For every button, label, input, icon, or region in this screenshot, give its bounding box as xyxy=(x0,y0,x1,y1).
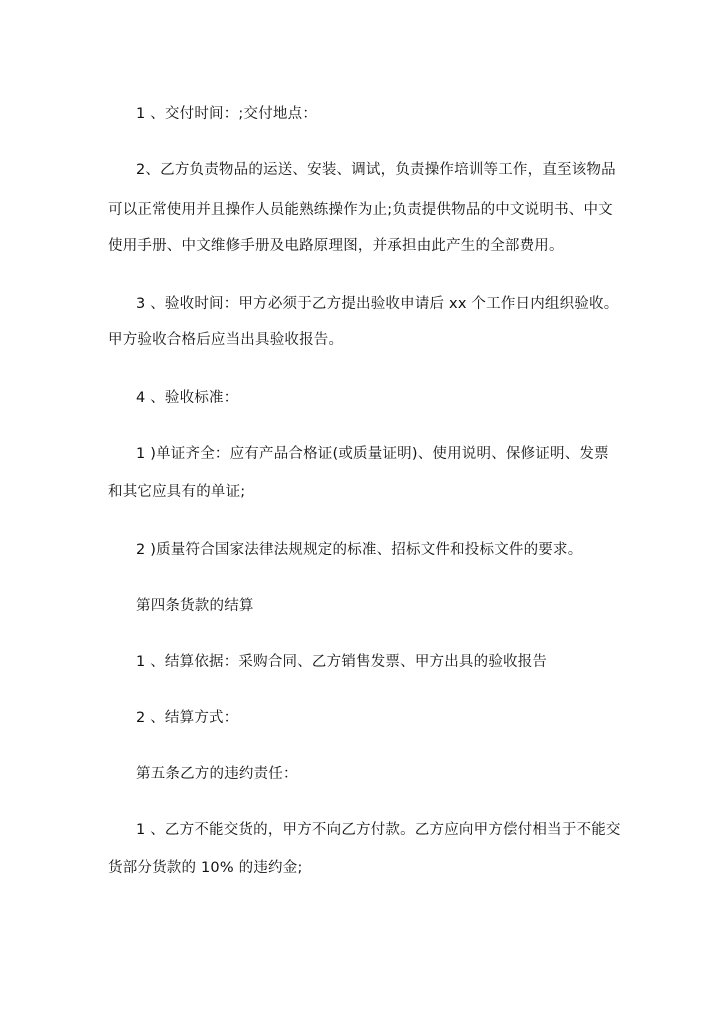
quality-requirement: 2 )质量符合国家法律法规规定的标准、招标文件和投标文件的要求。 xyxy=(136,542,583,558)
article-4-heading: 第四条货款的结算 xyxy=(136,598,254,614)
article-5-heading: 第五条乙方的违约责任： xyxy=(136,766,298,782)
acceptance-time-line-2: 甲方验收合格后应当出具验收报告。 xyxy=(108,332,344,348)
breach-clause-line-2: 货部分货款的 10% 的违约金; xyxy=(108,860,303,876)
breach-clause-line-1: 1 、乙方不能交货的，甲方不向乙方付款。乙方应向甲方偿付相当于不能交 xyxy=(136,822,621,838)
supplier-duty-line-3: 使用手册、中文维修手册及电路原理图，并承担由此产生的全部费用。 xyxy=(108,238,564,254)
supplier-duty-line-2: 可以正常使用并且操作人员能熟练操作为止;负责提供物品的中文说明书、中文 xyxy=(108,202,613,218)
documents-complete-line-2: 和其它应具有的单证; xyxy=(108,484,246,500)
documents-complete-line-1: 1 )单证齐全：应有产品合格证(或质量证明)、使用说明、保修证明、发票 xyxy=(136,446,609,462)
acceptance-standard: 4 、验收标准： xyxy=(136,390,239,406)
delivery-time-place: 1 、交付时间：;交付地点： xyxy=(136,106,318,122)
settlement-basis: 1 、结算依据：采购合同、乙方销售发票、甲方出具的验收报告 xyxy=(136,654,548,670)
acceptance-time-line-1: 3 、验收时间：甲方必须于乙方提出验收申请后 xx 个工作日内组织验收。 xyxy=(136,296,619,312)
settlement-method: 2 、结算方式： xyxy=(136,710,239,726)
supplier-duty-line-1: 2、乙方负责物品的运送、安装、调试，负责操作培训等工作，直至该物品 xyxy=(136,162,616,178)
